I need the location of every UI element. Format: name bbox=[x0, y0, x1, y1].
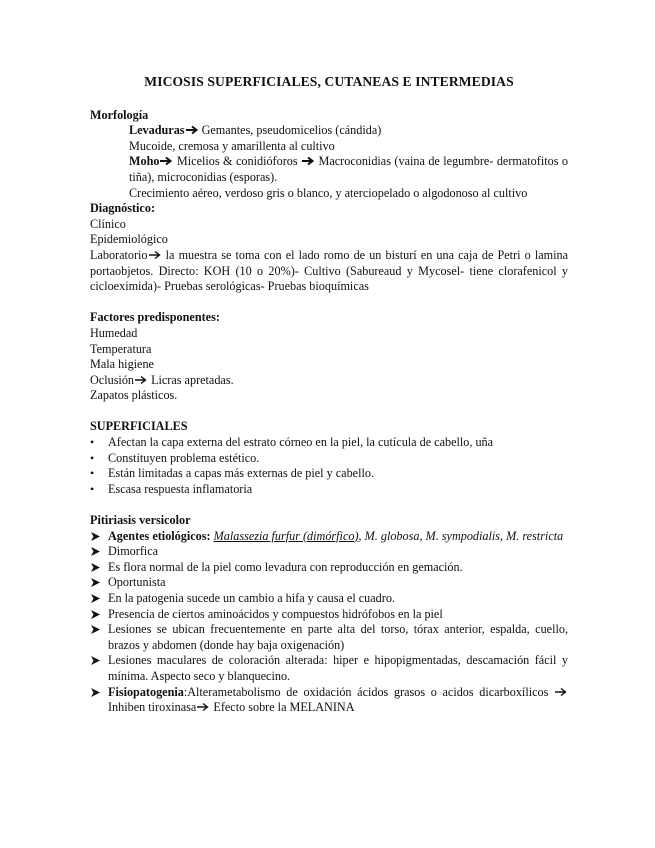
list-item: Es flora normal de la piel como levadura con reproducción en gemación. bbox=[90, 560, 568, 576]
right-arrow-icon bbox=[554, 687, 568, 697]
moho-label: Moho bbox=[129, 154, 160, 169]
laboratorio-text: la muestra se toma con el lado romo de un bisturí en una caja de Petri o lamina portaobjetos. Directo: KOH (10 o 20%)- Cultivo (Sabureaud y Mycosel- tiene clorafenicol y cicloeximida)- Pruebas serológicas- Pruebas bioquímicas bbox=[90, 247, 568, 294]
list-item: Dimorfica bbox=[90, 544, 568, 560]
right-arrow-icon bbox=[185, 125, 199, 135]
list-item-fisiopatogenia bbox=[90, 685, 568, 716]
bullet-icon: • bbox=[90, 481, 95, 496]
moho-text: Micelios & conidióforos bbox=[173, 154, 302, 169]
list-item: Presencia de ciertos aminoácidos y compuestos hidrófobos en la piel bbox=[90, 607, 568, 623]
pointer-arrowhead-icon bbox=[90, 653, 104, 671]
factor-item: Temperatura bbox=[90, 341, 152, 356]
morfologia-heading: Morfología bbox=[90, 107, 149, 122]
diagnostico-item: Epidemiológico bbox=[90, 232, 168, 247]
right-arrow-icon bbox=[196, 702, 210, 712]
list-item: • Escasa respuesta inflamatoria bbox=[90, 481, 253, 496]
right-arrow-icon bbox=[301, 156, 315, 166]
moho-text-2: Macroconidias (vaina de legumbre- dermatofitos o tiña), microconidias (esporas). bbox=[129, 154, 568, 184]
pointer-arrowhead-icon bbox=[90, 622, 104, 640]
bullet-icon: • bbox=[90, 466, 95, 481]
factor-oclusion bbox=[90, 373, 568, 389]
pitiriasis-heading: Pitiriasis versicolor bbox=[90, 513, 191, 528]
superficiales-heading: SUPERFICIALES bbox=[90, 419, 188, 434]
fisio-label: Fisiopatogenia bbox=[108, 684, 184, 699]
list-item: Oportunista bbox=[90, 575, 568, 591]
list-item: • Constituyen problema estético. bbox=[90, 450, 260, 465]
factores-heading: Factores predisponentes: bbox=[90, 310, 220, 325]
levaduras-line bbox=[90, 123, 568, 139]
factor-item: Mala higiene bbox=[90, 357, 154, 372]
superficiales-list bbox=[90, 435, 568, 497]
fisio-text: :Alterametabolismo de oxidación ácidos grasos o acidos dicarboxílicos bbox=[183, 684, 554, 699]
levaduras-cultivo: Mucoide, cremosa y amarillenta al cultivo bbox=[129, 138, 335, 153]
diagnostico-item: Clínico bbox=[90, 216, 126, 231]
fisio-text-2: Inhiben tiroxinasa bbox=[108, 700, 197, 715]
oclusion-text: Licras apretadas. bbox=[148, 372, 234, 387]
bullet-icon: • bbox=[90, 435, 95, 450]
pointer-arrowhead-icon bbox=[90, 685, 104, 703]
moho-cultivo: Crecimiento aéreo, verdoso gris o blanco, y aterciopelado o algodonoso al cultivo bbox=[129, 185, 528, 200]
diagnostico-heading: Diagnóstico: bbox=[90, 201, 155, 216]
pitiriasis-list bbox=[90, 529, 568, 716]
document-content bbox=[90, 74, 568, 716]
list-item: En la patogenia sucede un cambio a hifa y causa el cuadro. bbox=[90, 591, 568, 607]
agentes-underlined: Malassezia furfur (dimórfico) bbox=[213, 528, 359, 543]
agentes-rest: , M. globosa, M. sympodialis, M. restricta bbox=[358, 528, 564, 543]
list-item: Lesiones maculares de coloración alterada: hiper e hipopigmentadas, descamación fácil y mínima. Aspecto seco y blanquecino. bbox=[90, 653, 568, 684]
right-arrow-icon bbox=[148, 250, 162, 260]
moho-line bbox=[90, 154, 568, 185]
agentes-label: Agentes etiológicos: bbox=[108, 528, 211, 543]
factor-item: Zapatos plásticos. bbox=[90, 388, 178, 403]
list-item-agentes bbox=[90, 529, 568, 545]
page-title: MICOSIS SUPERFICIALES, CUTANEAS E INTERMEDIAS bbox=[144, 74, 514, 89]
factor-item: Humedad bbox=[90, 325, 138, 340]
levaduras-label: Levaduras bbox=[129, 123, 185, 138]
right-arrow-icon bbox=[134, 375, 148, 385]
fisio-text-3: Efecto sobre la MELANINA bbox=[210, 700, 355, 715]
list-item: • Están limitadas a capas más externas de piel y cabello. bbox=[90, 466, 374, 481]
bullet-icon: • bbox=[90, 450, 95, 465]
levaduras-text: Gemantes, pseudomicelios (cándida) bbox=[198, 123, 382, 138]
oclusion-label: Oclusión bbox=[90, 372, 135, 387]
list-item: • Afectan la capa externa del estrato córneo en la piel, la cutícula de cabello, uña bbox=[90, 435, 494, 450]
list-item: Lesiones se ubican frecuentemente en parte alta del torso, tórax anterior, espalda, cuello, brazos y abdomen (donde hay baja oxigenación) bbox=[90, 622, 568, 653]
laboratorio-label: Laboratorio bbox=[90, 247, 148, 262]
right-arrow-icon bbox=[159, 156, 173, 166]
laboratorio-paragraph bbox=[90, 248, 568, 295]
